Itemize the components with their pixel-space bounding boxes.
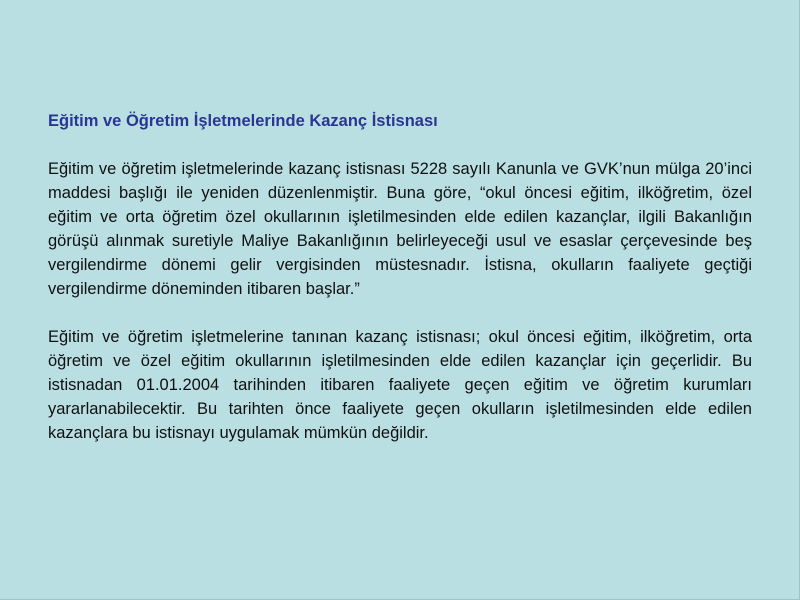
paragraph-1: Eğitim ve öğretim işletmelerinde kazanç istisnası 5228 sayılı Kanunla ve GVK’nun mülga 20’inci maddesi başlığı ile yeniden düzenlenmiştir. Buna göre, “okul öncesi eğitim, ilköğretim, özel eğitim ve orta öğretim özel okullarının işletilmesinden elde edilen kazançlar, ilgili Bakanlığın görüşü alınmak suretiyle Maliye Bakanlığının belirleyeceği usul ve esaslar çerçevesinde beş vergilendirme dönemi gelir vergisinden müstesnadır. İstisna, okulların faaliyete geçtiği vergilendirme döneminden itibaren başlar.” <box>48 160 752 298</box>
slide-title: Eğitim ve Öğretim İşletmelerinde Kazanç İstisnası <box>48 112 438 130</box>
slide-content <box>48 109 752 469</box>
paragraph-2: Eğitim ve öğretim işletmelerine tanınan kazanç istisnası; okul öncesi eğitim, ilköğretim, orta öğretim ve özel eğitim okullarının işletilmesinden elde edilen kazançlar için geçerlidir. Bu istisnadan 01.01.2004 tarihinden itibaren faaliyete geçen eğitim ve öğretim kurumları yararlanabilecektir. Bu tarihten önce faaliyete geçen okulların işletilmesinden elde edilen kazançlara bu istisnayı uygulamak mümkün değildir. <box>48 328 752 442</box>
